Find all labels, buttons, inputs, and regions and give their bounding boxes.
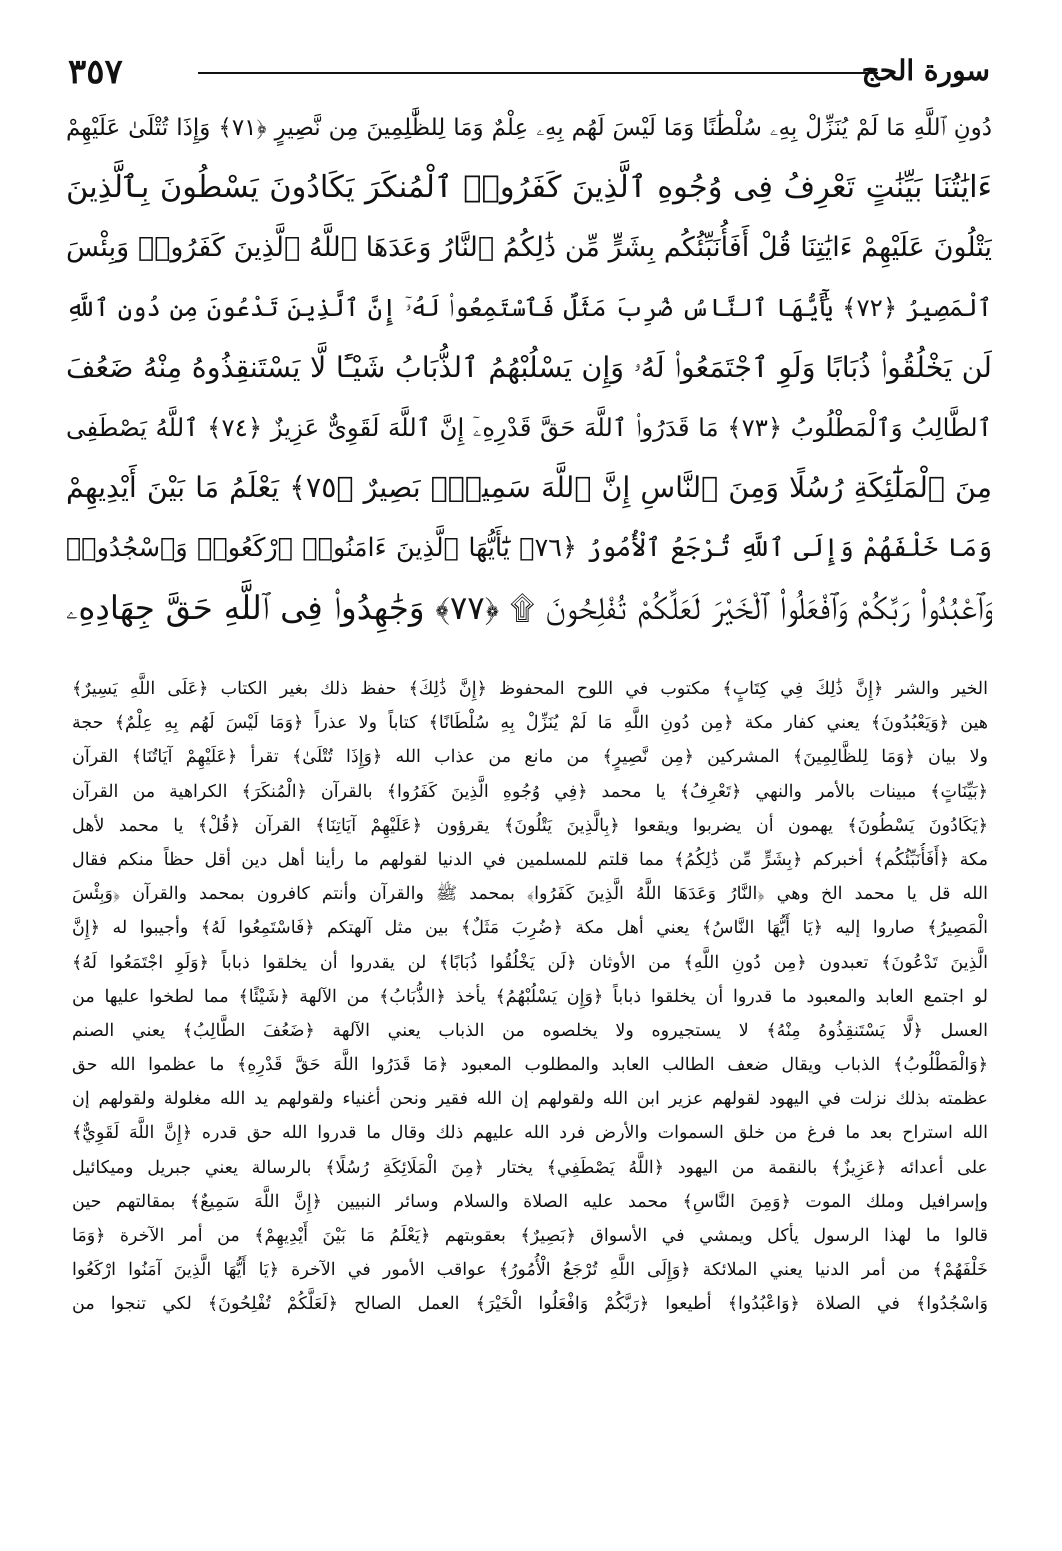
verse-line: مِنَ ٱلْمَلَٰٓئِكَةِ رُسُلًا وَمِنَ ٱلنَّاسِ إِنَّ ٱللَّهَ سَمِيعٌۢ بَصِيرٌ ﴿٧٥﴾ يَعْلَمُ مَا بَيْنَ أَيْدِيهِمْ	[66, 471, 992, 504]
tafsir-line: الله استراح بعد ما فرغ من خلق السموات والأرض فرد الله عليهم ذلك وقال ما قدروا الله حق قدره ﴿إِنَّ اللَّهَ لَقَوِيٌّ﴾	[72, 1123, 988, 1144]
verse-line: دُونِ ٱللَّهِ مَا لَمْ يُنَزِّلْ بِهِۦ سُلْطَٰنًا وَمَا لَيْسَ لَهُم بِهِۦ عِلْمٌ وَمَا لِلظَّٰلِمِينَ مِن نَّصِيرٍ ﴿٧١﴾ وَإِذَا تُتْلَىٰ عَلَيْهِمْ	[66, 115, 992, 141]
tafsir-line: العسل ﴿لَّا يَسْتَنقِذُوهُ مِنْهُ﴾ لا يستجيروه ولا يخلصوه من الذباب يعني الآلهة ﴿ضَعُفَ الطَّالِبُ﴾ يعني الصنم	[72, 1020, 988, 1041]
tafsir-line: الله قل يا محمد الخ وهي ﴿النَّارُ وَعَدَهَا اللَّهُ الَّذِينَ كَفَرُوا﴾ بمحمد ﷺ والقرآن وأنتم كافرون بمحمد والقرآن ﴿وَبِئْسَ	[72, 884, 988, 905]
tafsir-line: خَلْفَهُمْ﴾ من أمر الدنيا يعني الملائكة ﴿وَإِلَى اللَّهِ تُرْجَعُ الْأُمُورُ﴾ عواقب الأمور في الآخرة ﴿يَا أَيُّهَا الَّذِينَ آمَنُوا ارْكَعُوا	[72, 1260, 988, 1281]
header-divider	[198, 72, 878, 74]
tafsir-line: ﴿بَيِّنَاتٍ﴾ مبينات بالأمر والنهي ﴿تَعْرِفُ﴾ يا محمد ﴿فِي وُجُوهِ الَّذِينَ كَفَرُوا﴾ بالقرآن ﴿الْمُنكَرَ﴾ الكراهية من القرآن	[72, 781, 988, 802]
tafsir-commentary	[72, 672, 988, 1322]
page-header	[68, 52, 990, 92]
tafsir-line: هين ﴿وَيَعْبُدُونَ﴾ يعني كفار مكة ﴿مِن دُونِ اللَّهِ مَا لَمْ يُنَزِّلْ بِهِ سُلْطَانًا﴾ كتاباً ولا عذراً ﴿وَمَا لَيْسَ لَهُم بِهِ عِلْمٌ﴾ حجة	[72, 713, 988, 734]
tafsir-line: مكة ﴿أَفَأُنَبِّئُكُم﴾ أخبركم ﴿بِشَرٍّ مِّن ذَٰلِكُمُ﴾ مما قلتم للمسلمين في الدنيا لقولهم ما رأينا أهل دين أقل حظاً منكم فقال	[72, 849, 988, 870]
tafsir-line: وإسرافيل وملك الموت ﴿وَمِنَ النَّاسِ﴾ محمد عليه الصلاة والسلام وسائر النبيين ﴿إِنَّ اللَّهَ سَمِيعٌ﴾ بمقالتهم حين	[72, 1191, 988, 1212]
tafsir-line: الَّذِينَ تَدْعُونَ﴾ تعبدون ﴿مِن دُونِ اللَّهِ﴾ من الأوثان ﴿لَن يَخْلُقُوا ذُبَابًا﴾ لن يقدروا أن يخلقوا ذباباً ﴿وَلَوِ اجْتَمَعُوا لَهُ﴾	[72, 952, 988, 973]
tafsir-line: لو اجتمع العابد والمعبود ما قدروا أن يخلقوا ذباباً ﴿وَإِن يَسْلُبْهُمُ﴾ يأخذ ﴿الذُّبَابُ﴾ من الآلهة ﴿شَيْئًا﴾ مما لطخوا عليها من	[72, 986, 988, 1007]
tafsir-line: ﴿يَكَادُونَ يَسْطُونَ﴾ يهمون أن يضربوا ويقعوا ﴿بِالَّذِينَ يَتْلُونَ﴾ يقرؤون ﴿عَلَيْهِمْ آيَاتِنَا﴾ القرآن ﴿قُلْ﴾ يا محمد لأهل	[72, 815, 988, 836]
verse-line: لَن يَخْلُقُوا۟ ذُبَابًا وَلَوِ ٱجْتَمَعُوا۟ لَهُۥ وَإِن يَسْلُبْهُمُ ٱلذُّبَابُ شَيْـًٔا لَّا يَسْتَنقِذُوهُ مِنْهُ ضَعُفَ	[66, 351, 992, 384]
surah-name: سورة الحج	[861, 54, 990, 87]
tafsir-line: عظمته بذلك نزلت في اليهود لقولهم عزير ابن الله ولقولهم إن الله فقير ونحن أغنياء ولقولهم يد الله مغلولة ولقولهم إن	[72, 1089, 988, 1110]
page-number: ٣٥٧	[68, 52, 123, 92]
verse-line: وَمَا خَلْفَهُمْ وَإِلَى ٱللَّهِ تُرْجَعُ ٱلْأُمُورُ ﴿٧٦﴾ يَٰٓأَيُّهَا ٱلَّذِينَ ءَامَنُوا۟ ٱرْكَعُوا۟ وَٱسْجُدُوا۟	[66, 533, 992, 563]
verse-line: وَٱعْبُدُوا۟ رَبَّكُمْ وَٱفْعَلُوا۟ ٱلْخَيْرَ لَعَلَّكُمْ تُفْلِحُونَ ۩ ﴿٧٧﴾ وَجَٰهِدُوا۟ فِى ٱللَّهِ حَقَّ جِهَادِهِۦ	[66, 589, 992, 627]
tafsir-line: ولا بيان ﴿وَمَا لِلظَّالِمِينَ﴾ المشركين ﴿مِن نَّصِيرٍ﴾ من مانع من عذاب الله ﴿وَإِذَا تُتْلَىٰ﴾ تقرأ ﴿عَلَيْهِمْ آيَاتُنَا﴾ القرآن	[72, 747, 988, 768]
tafsir-line: قالوا ما لهذا الرسول يأكل ويمشي في الأسواق ﴿بَصِيرٌ﴾ بعقوبتهم ﴿يَعْلَمُ مَا بَيْنَ أَيْدِيهِمْ﴾ من أمر الآخرة ﴿وَمَا	[72, 1226, 988, 1246]
verse-line: ٱلْمَصِيرُ ﴿٧٢﴾ يَٰٓأَيُّهَا ٱلنَّاسُ ضُرِبَ مَثَلٌ فَٱسْتَمِعُوا۟ لَهُۥٓ إِنَّ ٱلَّذِينَ تَدْعُونَ مِن دُونِ ٱللَّهِ	[66, 293, 992, 322]
tafsir-line: وَاسْجُدُوا﴾ في الصلاة ﴿وَاعْبُدُوا﴾ أطيعوا ﴿رَبَّكُمْ وَافْعَلُوا الْخَيْرَ﴾ العمل الصالح ﴿لَعَلَّكُمْ تُفْلِحُونَ﴾ لكي تنجوا من	[72, 1294, 988, 1315]
quran-verses	[66, 98, 992, 638]
verse-line: ٱلطَّالِبُ وَٱلْمَطْلُوبُ ﴿٧٣﴾ مَا قَدَرُوا۟ ٱللَّهَ حَقَّ قَدْرِهِۦٓ إِنَّ ٱللَّهَ لَقَوِىٌّ عَزِيزٌ ﴿٧٤﴾ ٱللَّهُ يَصْطَفِى	[66, 413, 992, 442]
tafsir-line: الْمَصِيرُ﴾ صاروا إليه ﴿يَا أَيُّهَا النَّاسُ﴾ يعني أهل مكة ﴿ضُرِبَ مَثَلٌ﴾ بين مثل آلهتكم ﴿فَاسْتَمِعُوا لَهُ﴾ وأجيبوا له ﴿إِنَّ	[72, 918, 988, 939]
tafsir-line: على أعدائه ﴿عَزِيزٌ﴾ بالنقمة من اليهود ﴿اللَّهُ يَصْطَفِي﴾ يختار ﴿مِنَ الْمَلَائِكَةِ رُسُلًا﴾ بالرسالة يعني جبريل وميكائيل	[72, 1157, 988, 1178]
tafsir-line: ﴿وَالْمَطْلُوبُ﴾ الذباب ويقال ضعف الطالب العابد والمطلوب المعبود ﴿مَا قَدَرُوا اللَّهَ حَقَّ قَدْرِهِ﴾ ما عظموا الله حق	[72, 1055, 988, 1076]
verse-line: يَتْلُونَ عَلَيْهِمْ ءَايَٰتِنَا قُلْ أَفَأُنَبِّئُكُم بِشَرٍّ مِّن ذَٰلِكُمُ ٱلنَّارُ وَعَدَهَا ٱللَّهُ ٱلَّذِينَ كَفَرُوا۟ وَبِئْسَ	[66, 232, 992, 263]
tafsir-line: الخير والشر ﴿إِنَّ ذَٰلِكَ فِي كِتَابٍ﴾ مكتوب في اللوح المحفوظ ﴿إِنَّ ذَٰلِكَ﴾ حفظ ذلك بغير الكتاب ﴿عَلَى اللَّهِ يَسِيرٌ﴾	[72, 679, 988, 699]
verse-line: ءَايَٰتُنَا بَيِّنَٰتٍ تَعْرِفُ فِى وُجُوهِ ٱلَّذِينَ كَفَرُوا۟ ٱلْمُنكَرَ يَكَادُونَ يَسْطُونَ بِٱلَّذِينَ	[66, 170, 992, 205]
